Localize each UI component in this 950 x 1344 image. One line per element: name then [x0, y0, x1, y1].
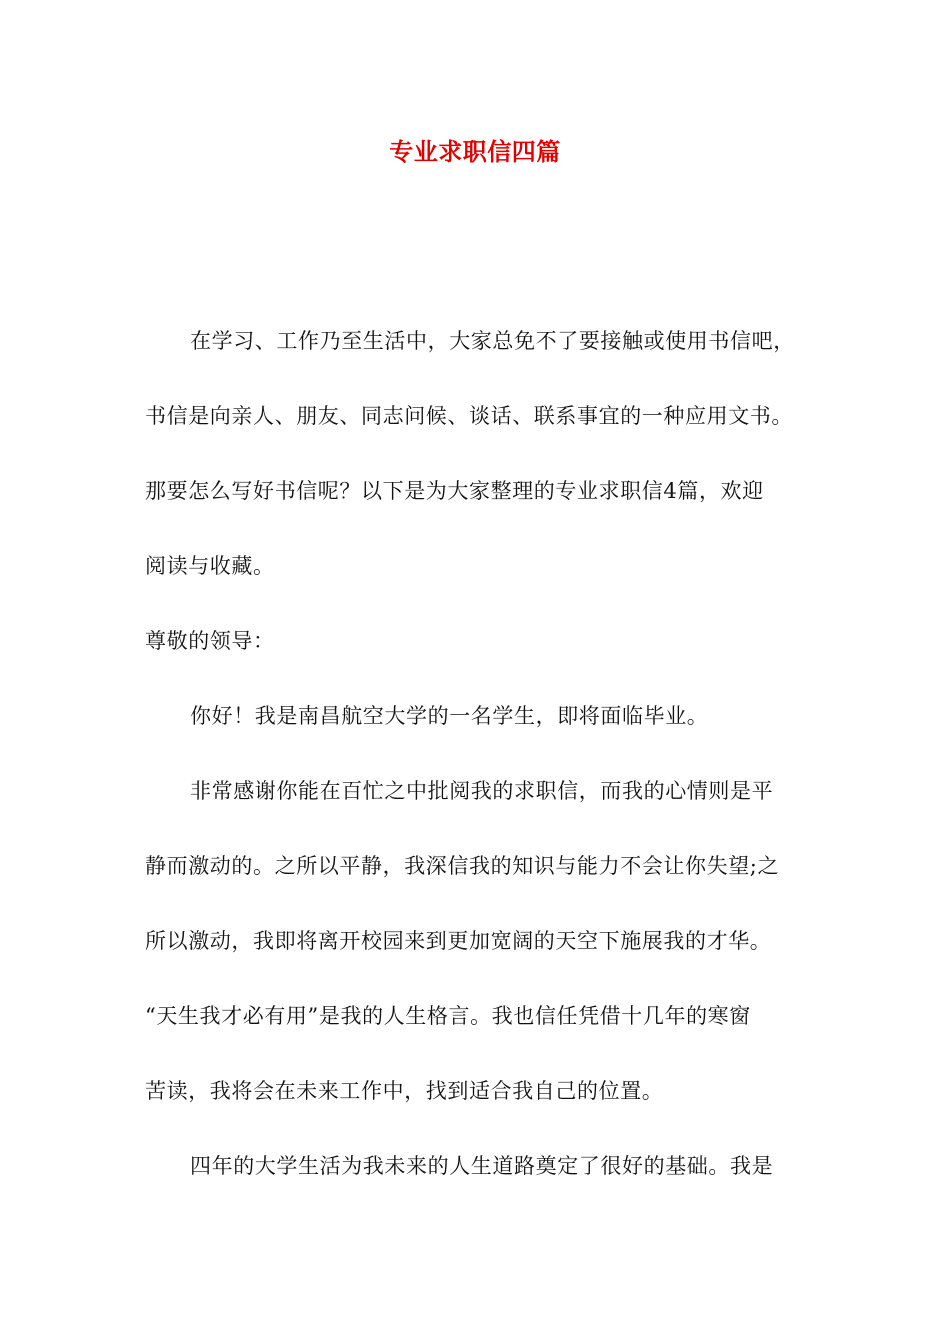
body-line-8: 静而激动的。之所以平静，我深信我的知识与能力不会让你失望;之 [145, 854, 780, 878]
body-line-7: 非常感谢你能在百忙之中批阅我的求职信，而我的心情则是平 [190, 779, 774, 803]
body-line-11: 苦读，我将会在未来工作中，找到适合我自己的位置。 [145, 1079, 664, 1103]
body-line-3: 那要怎么写好书信呢？以下是为大家整理的专业求职信4篇，欢迎 [145, 479, 764, 503]
body-line-9: 所以激动，我即将离开校园来到更加宽阔的天空下施展我的才华。 [145, 929, 772, 953]
body-line-6: 你好！我是南昌航空大学的一名学生，即将面临毕业。 [190, 704, 709, 728]
document-title: 专业求职信四篇 [389, 137, 561, 166]
salutation: 尊敬的领导： [145, 629, 275, 653]
body-line-2: 书信是向亲人、朋友、同志问候、谈话、联系事宜的一种应用文书。 [145, 404, 793, 428]
body-line-4: 阅读与收藏。 [145, 554, 275, 578]
body-line-10: “天生我才必有用”是我的人生格言。我也信任凭借十几年的寒窗 [145, 1004, 751, 1028]
body-line-1: 在学习、工作乃至生活中，大家总免不了要接触或使用书信吧， [190, 329, 795, 353]
body-line-12: 四年的大学生活为我未来的人生道路奠定了很好的基础。我是 [190, 1154, 774, 1178]
